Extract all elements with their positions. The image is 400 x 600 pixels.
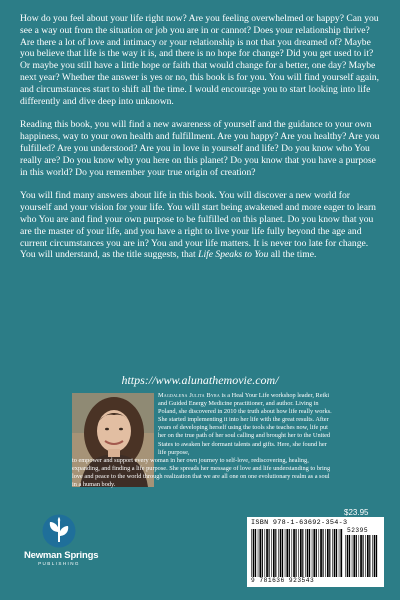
- barcode-bar: [313, 529, 315, 577]
- barcode-bar: [320, 529, 322, 577]
- barcode-bar: [319, 529, 320, 577]
- barcode-bar: [292, 529, 293, 577]
- barcode-bar: [302, 529, 303, 577]
- barcode-bar: [258, 529, 259, 577]
- isbn-text: ISBN 978-1-63692-354-3: [251, 519, 348, 527]
- publisher-sub: PUBLISHING: [38, 561, 80, 566]
- bio-lead: [72, 392, 334, 457]
- barcode-bar: [359, 535, 360, 577]
- barcode-bar: [347, 535, 349, 577]
- addon-number: 52395: [347, 527, 369, 534]
- barcode-bar: [332, 529, 333, 577]
- barcode-bar: [374, 535, 376, 577]
- barcode-bar: [356, 535, 357, 577]
- paragraph-1: How do you feel about your life right now? Are you feeling overwhelmed or happy? Can you see a way out from the situation or job you are in or cannot? Does your relationship thrive? Are there a lot of love and intimacy or your relationship is not that you dreamed of? Maybe you believe that life is the way it is, and there is no hope for change? Did you get used to it? Or maybe you still have a little hope or faith that would change for a better, one day? Maybe next year? Whether the answer is yes or no, this book is for you. You will find yourself again, and circumstances start to shift all the time. I would encourage you to start looking into life differently and dive deep into unknown.: [20, 13, 379, 107]
- barcode-bar: [309, 529, 310, 577]
- barcode-bar: [336, 529, 337, 577]
- barcode-bar: [340, 529, 342, 577]
- barcode-bar: [285, 529, 286, 577]
- barcode-bar: [323, 529, 324, 577]
- barcode-bar: [298, 529, 299, 577]
- leaf-spiral-icon: [42, 514, 76, 548]
- barcode-bar: [325, 529, 326, 577]
- barcode-bar: [334, 529, 336, 577]
- barcode-bar: [349, 535, 350, 577]
- barcode-bar: [372, 535, 373, 577]
- barcode-bar: [367, 535, 369, 577]
- book-title: Life Speaks to You: [198, 249, 269, 261]
- addon-barcode-bars: [345, 535, 379, 577]
- author-bio: [72, 392, 334, 489]
- paragraph-3-text: You will find many answers about life in this book. You will discover a new world for yourself and your vision for your life. You will start being awakened and more eager to learn who You are and find your own purpose to be fulfilled on this planet. Do you know that you are the master of your life, and you have a right to live your life fully beyond the age and current circumstances you are in? You and your life matters. It is never too late for change. You will understand, as the title suggests, that: [20, 190, 376, 261]
- ean-number: 9 781636 923543: [251, 577, 315, 584]
- barcode-bar: [300, 529, 302, 577]
- barcode-bar: [253, 529, 255, 577]
- barcode-bar: [251, 529, 252, 577]
- barcode-bar: [329, 529, 330, 577]
- barcode-bar: [266, 529, 268, 577]
- barcode-bar: [259, 529, 261, 577]
- ean-barcode-bars: [251, 529, 343, 577]
- author-name: Magdalena Julita Byra: [158, 392, 220, 399]
- barcode-bar: [278, 529, 279, 577]
- barcode-bar: [265, 529, 266, 577]
- barcode-bar: [369, 535, 370, 577]
- barcode-bar: [282, 529, 283, 577]
- bio-rest: to empower and support every woman in her own journey to self-love, rediscovering, healing, expanding, and finding a life purpose. She spreads her message of love and life understanding to bring love and peace to the world through realization that we are all one on one evolutionary realm as a soul in a human body.: [72, 456, 331, 489]
- barcode-bar: [312, 529, 313, 577]
- barcode-bar: [339, 529, 340, 577]
- barcode-bar: [271, 529, 272, 577]
- paragraph-2: Reading this book, you will find a new awareness of yourself and the guidance to your own happiness, way to your own health and fulfillment. Are you happy? Are you healthy? Are you fulfilled? Are you understood? Are you in love in yourself and life? Do you know who You really are? Do you know why you here on this planet? Do you know that you have a purpose in this world? Do you remember your true origin of creation?: [20, 119, 380, 178]
- barcode-bar: [352, 535, 353, 577]
- barcode: [247, 517, 384, 587]
- publisher-logo: [24, 514, 99, 586]
- website-url: https://www.alunathemovie.com/: [121, 373, 279, 387]
- barcode-bar: [286, 529, 288, 577]
- barcode-bar: [316, 529, 317, 577]
- barcode-bar: [262, 529, 263, 577]
- paragraph-3: [20, 190, 382, 261]
- barcode-bar: [280, 529, 282, 577]
- price: $23.95: [344, 508, 369, 517]
- barcode-bar: [345, 535, 346, 577]
- description-text: [20, 13, 382, 273]
- barcode-bar: [293, 529, 295, 577]
- barcode-bar: [289, 529, 290, 577]
- barcode-bar: [255, 529, 256, 577]
- bio-lead-text: is a Heal Your Life workshop leader, Reiki and Guided Energy Medicine practitioner, and author. Living in Poland, she discovered in 2010 the truth about how life really works. She started implementing it into her life with the great results. After years of developing herself using the tools she teaches now, life put her on the true path of her soul calling and brought her to the United States to awaken her dormant talents and gifts. Here, she found her life purpose,: [158, 392, 332, 456]
- paragraph-3-end: all the time.: [270, 249, 317, 261]
- barcode-bar: [376, 535, 377, 577]
- barcode-bar: [353, 535, 355, 577]
- barcode-bar: [365, 535, 366, 577]
- barcode-bar: [296, 529, 297, 577]
- publisher-name: Newman Springs: [24, 550, 99, 561]
- barcode-bar: [307, 529, 309, 577]
- barcode-bar: [363, 535, 364, 577]
- barcode-bar: [273, 529, 275, 577]
- barcode-bar: [360, 535, 362, 577]
- barcode-bar: [275, 529, 276, 577]
- barcode-bar: [327, 529, 329, 577]
- barcode-bar: [269, 529, 270, 577]
- barcode-bar: [305, 529, 306, 577]
